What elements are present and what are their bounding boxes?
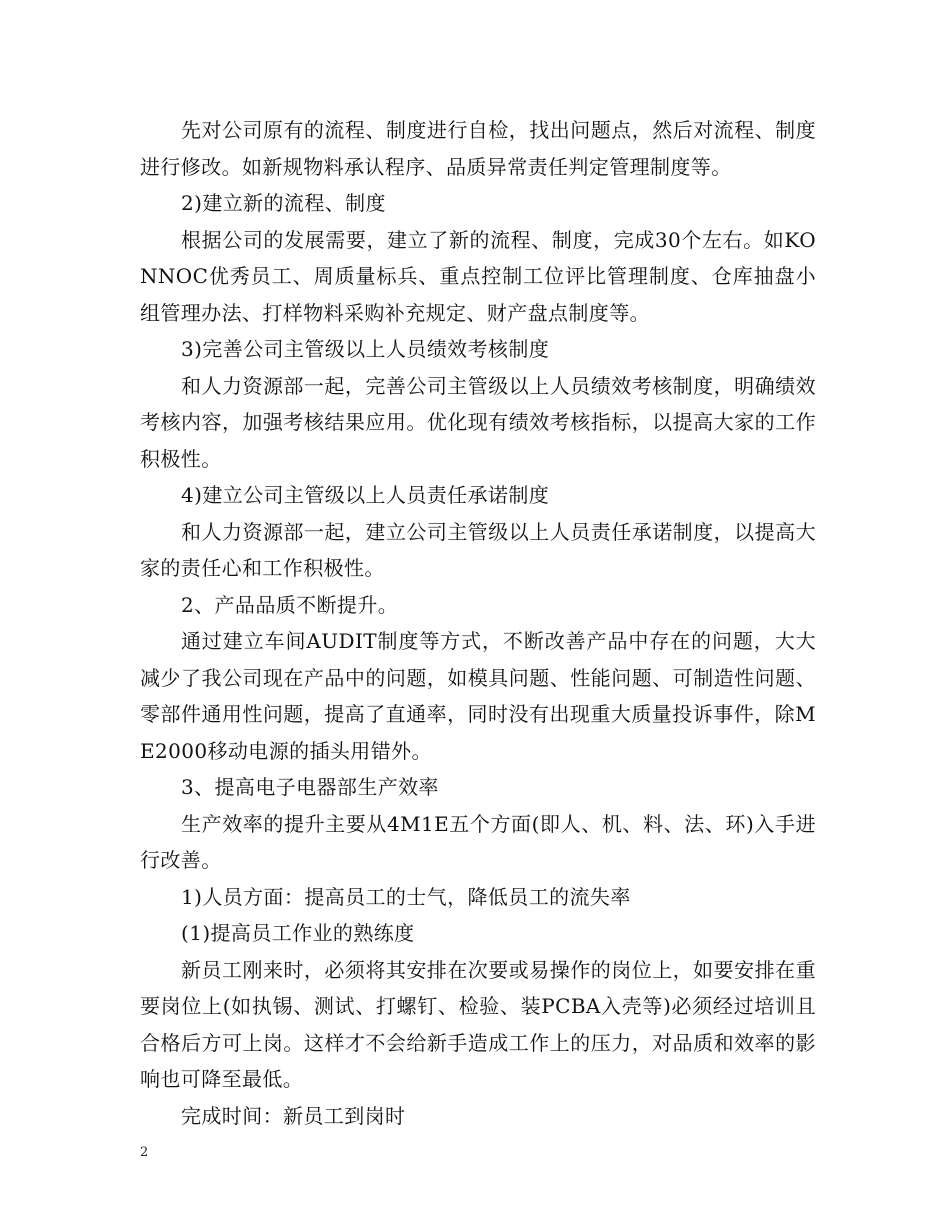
paragraph: 完成时间：新员工到岗时 bbox=[181, 1103, 406, 1128]
section-heading: 1)人员方面：提高员工的士气，降低员工的流失率 bbox=[181, 884, 631, 909]
section-heading: 4)建立公司主管级以上人员责任承诺制度 bbox=[181, 483, 550, 507]
paragraph: 先对公司原有的流程、制度进行自检，找出问题点，然后对流程、制度进行修改。如新规物料承认程序、品质异常责任判定管理制度等。 bbox=[140, 118, 816, 179]
paragraph: 新员工刚来时，必须将其安排在次要或易操作的岗位上，如要安排在重要岗位上(如执锡、测试、打螺钉、检验、装PCBA入壳等)必须经过培训且合格后方可上岗。这样才不会给新手造成工作上的压力，对品质和效率的影响也可降至最低。 bbox=[140, 957, 816, 1091]
sub-heading: (1)提高员工作业的熟练度 bbox=[181, 921, 415, 945]
section-heading: 2、产品品质不断提升。 bbox=[181, 592, 399, 617]
section-heading: 2)建立新的流程、制度 bbox=[181, 191, 386, 215]
section-heading: 3)完善公司主管级以上人员绩效考核制度 bbox=[181, 337, 550, 361]
paragraph: 通过建立车间AUDIT制度等方式，不断改善产品中存在的问题，大大减少了我公司现在产品中的问题，如模具问题、性能问题、可制造性问题、零部件通用性问题，提高了直通率，同时没有出现重大质量投诉事件，除ME2000移动电源的插头用错外。 bbox=[140, 629, 816, 763]
paragraph: 生产效率的提升主要从4M1E五个方面(即人、机、料、法、环)入手进行改善。 bbox=[140, 811, 816, 872]
section-heading: 3、提高电子电器部生产效率 bbox=[181, 775, 439, 799]
paragraph: 根据公司的发展需要，建立了新的流程、制度，完成30个左右。如KONNOC优秀员工、周质量标兵、重点控制工位评比管理制度、仓库抽盘小组管理办法、打样物料采购补充规定、财产盘点制度等。 bbox=[140, 227, 816, 325]
paragraph: 和人力资源部一起，建立公司主管级以上人员责任承诺制度，以提高大家的责任心和工作积极性。 bbox=[140, 519, 816, 580]
paragraph: 和人力资源部一起，完善公司主管级以上人员绩效考核制度，明确绩效考核内容，加强考核结果应用。优化现有绩效考核指标，以提高大家的工作积极性。 bbox=[140, 373, 816, 471]
page-number: 2 bbox=[140, 1145, 149, 1160]
page-body bbox=[140, 112, 816, 1134]
